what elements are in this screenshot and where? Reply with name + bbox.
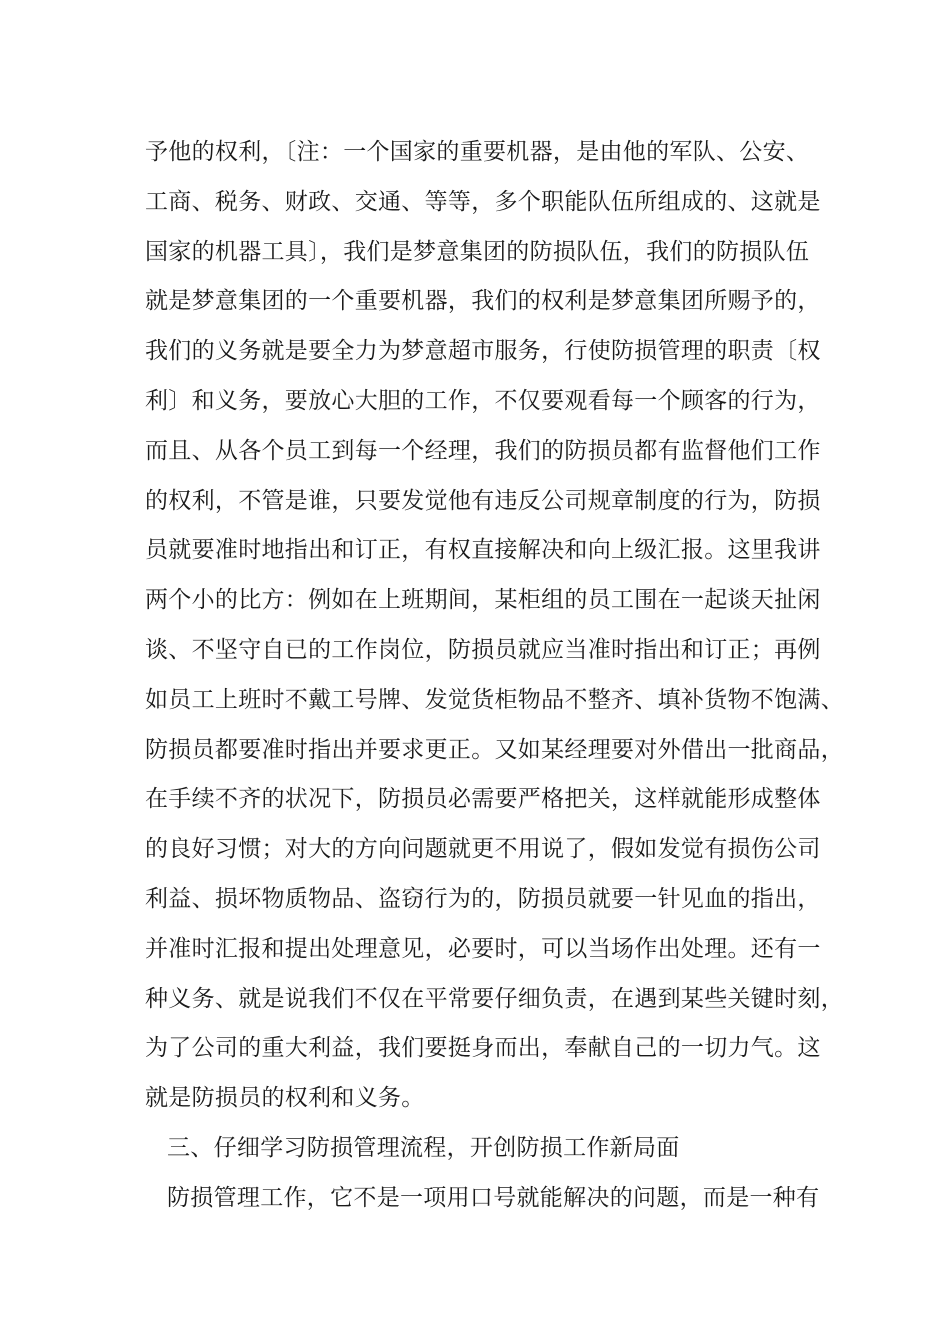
text-line: 种义务、就是说我们不仅在平常要仔细负责，在遇到某些关键时刻， <box>145 985 844 1012</box>
text-line: 利益、损坏物质物品、盗窃行为的，防损员就要一针见血的指出， <box>145 885 821 912</box>
text-line: 如员工上班时不戴工号牌、发觉货柜物品不整齐、填补货物不饱满、 <box>145 686 844 713</box>
text-line: 工商、税务、财政、交通、等等，多个职能队伍所组成的、这就是 <box>145 188 821 215</box>
text-line: 而且、从各个员工到每一个经理，我们的防损员都有监督他们工作 <box>145 437 821 464</box>
text-line: 的权利，不管是谁，只要发觉他有违反公司规章制度的行为，防损 <box>145 487 821 514</box>
text-line: 国家的机器工具〕，我们是梦意集团的防损队伍，我们的防损队伍 <box>145 238 810 265</box>
section-heading: 三、仔细学习防损管理流程，开创防损工作新局面 <box>167 1134 680 1161</box>
paragraph-start: 防损管理工作，它不是一项用口号就能解决的问题，而是一种有 <box>167 1184 820 1211</box>
text-line: 就是梦意集团的一个重要机器，我们的权利是梦意集团所赐予的， <box>145 288 821 315</box>
text-line: 的良好习惯；对大的方向问题就更不用说了，假如发觉有损伤公司 <box>145 836 821 863</box>
text-line: 两个小的比方：例如在上班期间，某柜组的员工围在一起谈天扯闲 <box>145 587 821 614</box>
text-line: 利〕和义务，要放心大胆的工作，不仅要观看每一个顾客的行为， <box>145 387 821 414</box>
text-line: 在手续不齐的状况下，防损员必需要严格把关，这样就能形成整体 <box>145 786 821 813</box>
text-line: 予他的权利，〔注：一个国家的重要机器，是由他的军队、公安、 <box>145 139 810 165</box>
text-line: 为了公司的重大利益，我们要挺身而出，奉献自己的一切力气。这 <box>145 1035 821 1062</box>
text-line: 防损员都要准时指出并要求更正。又如某经理要对外借出一批商品， <box>145 736 844 763</box>
text-line: 我们的义务就是要全力为梦意超市服务，行使防损管理的职责〔权 <box>145 338 821 365</box>
text-line: 谈、不坚守自已的工作岗位，防损员就应当准时指出和订正；再例 <box>145 636 821 663</box>
text-line: 并准时汇报和提出处理意见，必要时，可以当场作出处理。还有一 <box>145 935 821 962</box>
text-line: 员就要准时地指出和订正，有权直接解决和向上级汇报。这里我讲 <box>145 537 821 564</box>
text-line: 就是防损员的权利和义务。 <box>145 1085 425 1112</box>
document-body <box>145 128 845 1224</box>
